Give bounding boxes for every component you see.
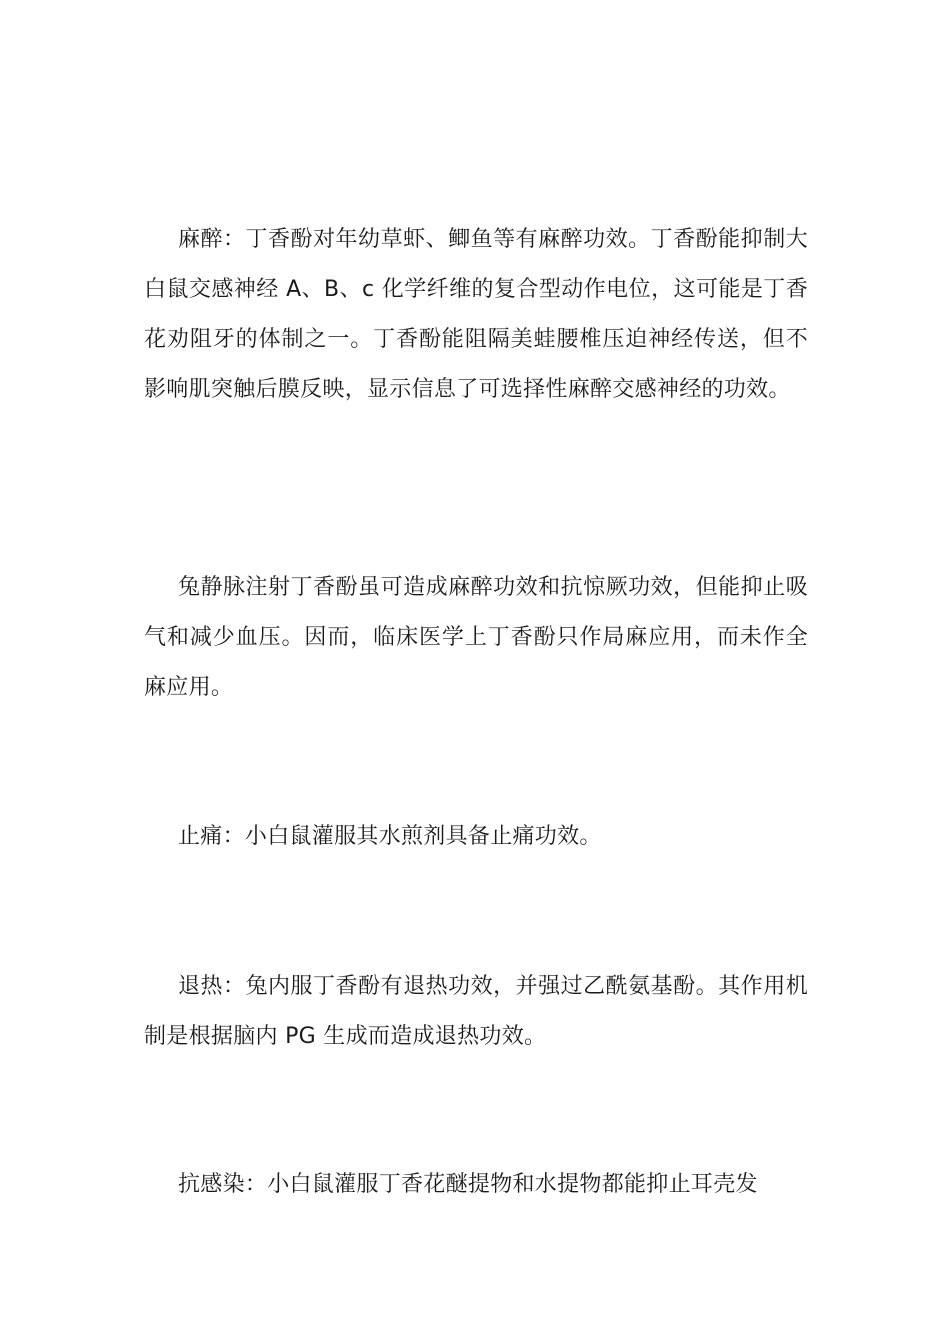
- paragraph-rabbit-injection: 兔静脉注射丁香酚虽可造成麻醉功效和抗惊厥功效，但能抑止吸气和减少血压。因而，临床医学上丁香酚只作局麻应用，而未作全麻应用。: [144, 575, 808, 700]
- paragraph-anti-inflammatory: 抗感染：小白鼠灌服丁香花醚提物和水提物都能抑止耳壳发: [178, 1172, 758, 1197]
- paragraph-anesthesia: 麻醉：丁香酚对年幼草虾、鲫鱼等有麻醉功效。丁香酚能抑制大白鼠交感神经 A、B、c 化学纤维的复合型动作电位，这可能是丁香花劝阻牙的体制之一。丁香酚能阻隔美蛙腰椎压迫神经传送，但不影响肌突触后膜反映，显示信息了可选择性麻醉交感神经的功效。: [144, 227, 808, 402]
- paragraph-analgesia: 止痛：小白鼠灌服其水煎剂具备止痛功效。: [178, 824, 602, 849]
- paragraph-antipyretic: 退热：兔内服丁香酚有退热功效，并强过乙酰氨基酚。其作用机制是根据脑内 PG 生成而造成退热功效。: [144, 974, 808, 1049]
